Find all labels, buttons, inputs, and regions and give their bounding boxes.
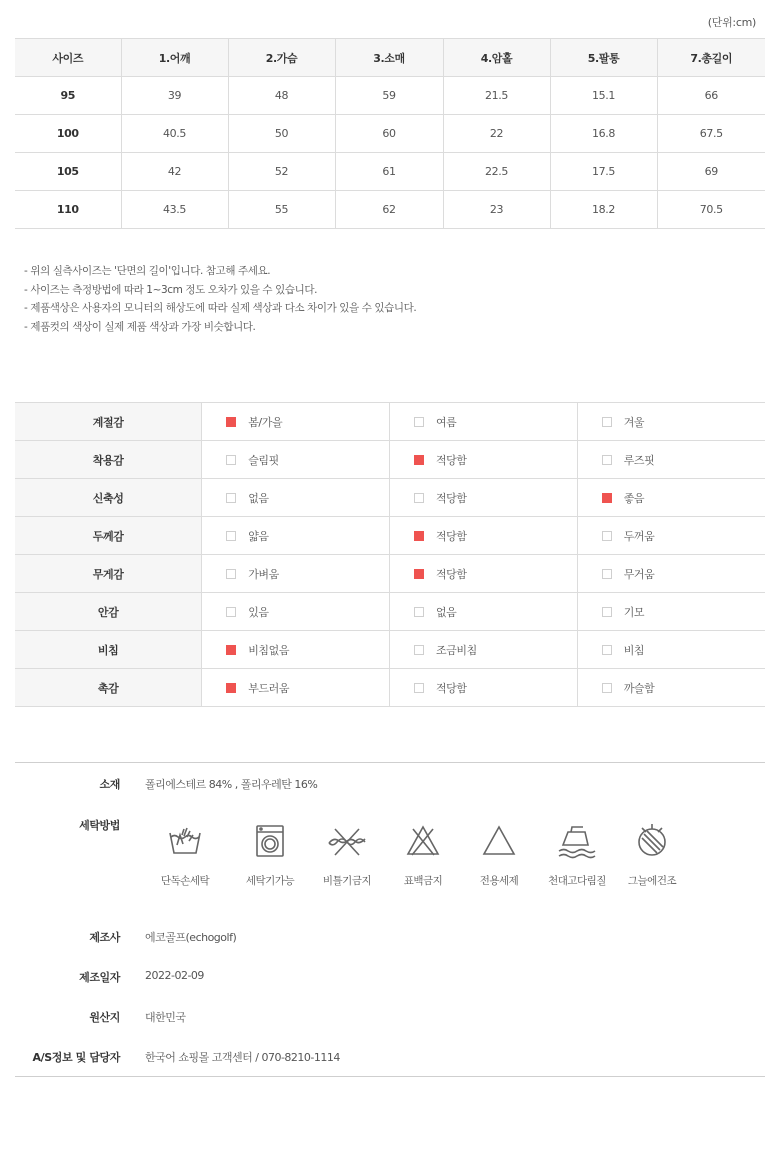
checked-box-icon — [226, 417, 236, 427]
size-cell: 66 — [657, 77, 765, 115]
as-value: 한국어 쇼핑몰 고객센터 / 070-8210-1114 — [145, 1051, 340, 1064]
as-label: A/S정보 및 담당자 — [32, 1051, 120, 1064]
size-cell: 42 — [121, 153, 228, 191]
size-cell: 43.5 — [121, 191, 228, 229]
note-line: - 제품색상은 사용자의 모니터의 해상도에 따라 실제 색상과 다소 차이가 있을 수 있습니다. — [24, 302, 417, 314]
unchecked-box-icon — [602, 569, 612, 579]
feel-option-label: 적당함 — [435, 453, 467, 467]
size-header-cell: 사이즈 — [15, 39, 121, 77]
size-header-cell: 4.암홀 — [443, 39, 550, 77]
feel-option — [577, 669, 765, 707]
date-value: 2022-02-09 — [145, 969, 204, 982]
feel-option — [202, 669, 390, 707]
size-cell: 62 — [335, 191, 443, 229]
unchecked-box-icon — [226, 607, 236, 617]
size-cell: 22 — [443, 115, 550, 153]
feel-option-label: 두꺼움 — [623, 529, 655, 543]
feel-label: 촉감 — [15, 669, 202, 707]
unchecked-box-icon — [226, 569, 236, 579]
maker-label: 제조사 — [89, 931, 120, 944]
feel-option-label: 있음 — [248, 605, 269, 619]
feel-option — [389, 593, 577, 631]
feel-option-label: 까슬함 — [623, 681, 655, 695]
checked-box-icon — [414, 569, 424, 579]
table-row — [15, 115, 765, 153]
size-header-cell: 7.총길이 — [657, 39, 765, 77]
feel-table — [15, 402, 765, 707]
feel-option — [202, 631, 390, 669]
unchecked-box-icon — [602, 531, 612, 541]
hand-wash-caption: 단독손세탁 — [160, 875, 210, 887]
neutral-detergent-caption: 전용세제 — [479, 875, 519, 887]
washing-label: 세탁방법 — [79, 819, 120, 832]
feel-label: 안감 — [15, 593, 202, 631]
feel-option-label: 무거움 — [623, 567, 655, 581]
product-info — [15, 762, 765, 1077]
feel-option-label: 기모 — [623, 605, 645, 619]
feel-label: 두께감 — [15, 517, 202, 555]
table-row — [15, 593, 765, 631]
note-line: - 위의 실측사이즈는 '단면의 길이'입니다. 참고해 주세요. — [24, 265, 271, 277]
no-bleach-icon — [403, 821, 443, 861]
feel-option-label: 슬림핏 — [248, 453, 279, 467]
shade-dry-caption: 그늘에건조 — [627, 875, 677, 887]
unchecked-box-icon — [414, 645, 424, 655]
feel-option-label: 적당함 — [435, 567, 467, 581]
feel-option — [202, 593, 390, 631]
feel-option-label: 적당함 — [435, 529, 467, 543]
unchecked-box-icon — [226, 531, 236, 541]
size-cell: 110 — [15, 191, 121, 229]
unchecked-box-icon — [602, 455, 612, 465]
feel-option-label: 좋음 — [623, 491, 645, 505]
feel-option — [202, 403, 390, 441]
feel-option — [577, 517, 765, 555]
unit-label: (단위:cm) — [707, 16, 756, 29]
feel-option — [389, 441, 577, 479]
feel-option-label: 적당함 — [435, 681, 467, 695]
feel-option — [202, 441, 390, 479]
feel-option-label: 가벼움 — [248, 567, 279, 581]
feel-option — [389, 517, 577, 555]
table-row — [15, 517, 765, 555]
size-cell: 69 — [657, 153, 765, 191]
size-cell: 60 — [335, 115, 443, 153]
feel-option — [389, 555, 577, 593]
size-cell: 95 — [15, 77, 121, 115]
table-row — [15, 555, 765, 593]
feel-option-label: 얇음 — [248, 529, 269, 543]
feel-option — [389, 669, 577, 707]
feel-option — [577, 479, 765, 517]
table-row — [15, 631, 765, 669]
feel-option-label: 루즈핏 — [623, 453, 655, 467]
feel-option — [202, 555, 390, 593]
feel-option-label: 없음 — [435, 605, 457, 619]
table-row — [15, 153, 765, 191]
unchecked-box-icon — [414, 417, 424, 427]
washing-icons — [145, 821, 705, 891]
feel-label: 착용감 — [15, 441, 202, 479]
unchecked-box-icon — [226, 455, 236, 465]
washing-machine-icon — [250, 821, 290, 861]
size-cell: 17.5 — [550, 153, 657, 191]
unchecked-box-icon — [226, 493, 236, 503]
table-row — [15, 441, 765, 479]
feel-option-label: 부드러움 — [248, 681, 290, 695]
hand-wash-icon — [165, 821, 205, 861]
no-bleach-caption: 표백금지 — [403, 875, 443, 887]
origin-label: 원산지 — [89, 1011, 120, 1024]
unchecked-box-icon — [414, 607, 424, 617]
feel-option — [202, 479, 390, 517]
unchecked-box-icon — [602, 683, 612, 693]
no-wring-caption: 비틀기금지 — [322, 875, 372, 887]
feel-label: 비침 — [15, 631, 202, 669]
size-table — [15, 38, 765, 229]
feel-label: 계절감 — [15, 403, 202, 441]
feel-option — [577, 403, 765, 441]
size-cell: 55 — [228, 191, 335, 229]
size-table-header-row — [15, 39, 765, 77]
unchecked-box-icon — [414, 683, 424, 693]
table-row — [15, 77, 765, 115]
feel-option-label: 봄/가을 — [248, 415, 283, 429]
size-cell: 39 — [121, 77, 228, 115]
note-line: - 제품컷의 색상이 실제 제품 색상과 가장 비슷합니다. — [24, 320, 256, 333]
size-cell: 50 — [228, 115, 335, 153]
size-cell: 15.1 — [550, 77, 657, 115]
checked-box-icon — [602, 493, 612, 503]
feel-option — [389, 403, 577, 441]
feel-option — [389, 631, 577, 669]
size-cell: 48 — [228, 77, 335, 115]
feel-option-label: 조금비침 — [435, 643, 477, 657]
feel-option — [577, 555, 765, 593]
size-cell: 67.5 — [657, 115, 765, 153]
size-header-cell: 1.어깨 — [121, 39, 228, 77]
table-row — [15, 669, 765, 707]
unchecked-box-icon — [414, 493, 424, 503]
maker-value: 에코골프(echogolf) — [145, 931, 237, 944]
checked-box-icon — [414, 531, 424, 541]
size-cell: 100 — [15, 115, 121, 153]
feel-option-label: 여름 — [435, 415, 457, 429]
feel-option — [389, 479, 577, 517]
unchecked-box-icon — [602, 645, 612, 655]
size-cell: 18.2 — [550, 191, 657, 229]
size-cell: 21.5 — [443, 77, 550, 115]
feel-option-label: 비침 — [623, 643, 645, 657]
material-value: 폴리에스테르 84% , 폴리우레탄 16% — [145, 778, 318, 791]
size-cell: 40.5 — [121, 115, 228, 153]
feel-option — [577, 631, 765, 669]
size-header-cell: 5.팔통 — [550, 39, 657, 77]
washing-machine-caption: 세탁기가능 — [245, 875, 295, 887]
feel-label: 무게감 — [15, 555, 202, 593]
checked-box-icon — [226, 683, 236, 693]
note-line: - 사이즈는 측정방법에 따라 1~3cm 정도 오차가 있을 수 있습니다. — [24, 283, 318, 296]
table-row — [15, 403, 765, 441]
origin-value: 대한민국 — [145, 1011, 186, 1024]
checked-box-icon — [226, 645, 236, 655]
size-cell: 70.5 — [657, 191, 765, 229]
size-cell: 16.8 — [550, 115, 657, 153]
feel-option-label: 적당함 — [435, 491, 467, 505]
iron-cloth-icon — [555, 821, 599, 861]
feel-option — [577, 441, 765, 479]
material-label: 소재 — [99, 778, 120, 791]
feel-option-label: 겨울 — [623, 415, 645, 429]
size-cell: 22.5 — [443, 153, 550, 191]
feel-label: 신축성 — [15, 479, 202, 517]
size-cell: 61 — [335, 153, 443, 191]
checked-box-icon — [414, 455, 424, 465]
feel-option-label: 비침없음 — [248, 643, 290, 657]
size-notes — [24, 262, 416, 336]
feel-option — [577, 593, 765, 631]
size-cell: 105 — [15, 153, 121, 191]
no-wring-icon — [325, 821, 369, 861]
neutral-detergent-icon — [479, 821, 519, 861]
size-cell: 59 — [335, 77, 443, 115]
date-label: 제조일자 — [79, 971, 120, 984]
size-header-cell: 2.가슴 — [228, 39, 335, 77]
iron-cloth-caption: 천대고다림질 — [548, 875, 606, 887]
size-cell: 23 — [443, 191, 550, 229]
shade-dry-icon — [632, 821, 672, 861]
size-cell: 52 — [228, 153, 335, 191]
table-row — [15, 479, 765, 517]
unchecked-box-icon — [602, 417, 612, 427]
size-header-cell: 3.소매 — [335, 39, 443, 77]
feel-option-label: 없음 — [248, 491, 269, 505]
table-row — [15, 191, 765, 229]
feel-option — [202, 517, 390, 555]
unchecked-box-icon — [602, 607, 612, 617]
